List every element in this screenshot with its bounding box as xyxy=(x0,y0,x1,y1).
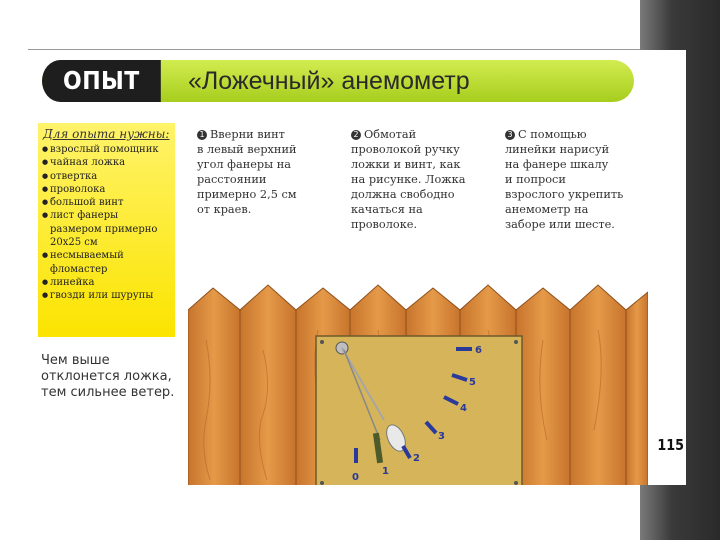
book-page xyxy=(38,50,686,485)
fence-illustration xyxy=(188,250,648,485)
step-3 xyxy=(505,127,660,232)
supplies-list xyxy=(38,143,175,303)
scale-label-5: 5 xyxy=(469,377,476,388)
page-number: 115 xyxy=(657,436,684,454)
supplies-heading: Для опыта нужны: xyxy=(43,127,170,141)
step-text-2: Обмотай проволокой ручку ложки и винт, как на рисунке. Ложка должна свободно качаться на проволоке. xyxy=(351,128,466,231)
supply-item: ● лист фанеры размером примерно 20x25 см xyxy=(42,209,171,249)
scale-label-6: 6 xyxy=(475,345,482,356)
scale-label-4: 4 xyxy=(460,403,467,414)
conclusion-note: Чем выше отклонется ложка, тем сильнее ветер. xyxy=(41,353,175,400)
supply-item: ● гвозди или шурупы xyxy=(42,289,171,302)
header-label: ОПЫТ xyxy=(42,60,161,102)
page-title: «Ложечный» анемометр xyxy=(188,67,470,95)
step-number-2: 2 xyxy=(351,130,361,140)
step-text-1: Вверни винт в левый верхний угол фанеры на расстоянии примерно 2,5 см от краев. xyxy=(197,128,297,216)
scale-label-3: 3 xyxy=(438,431,445,442)
step-number-1: 1 xyxy=(197,130,207,140)
step-text-3: С помощью линейки нарисуй на фанере шкалу и попроси взрослого укрепить анемометр на заборе или шесте. xyxy=(505,128,624,231)
supply-item: ● линейка xyxy=(42,276,171,289)
scale-label-1: 1 xyxy=(382,466,389,477)
step-number-3: 3 xyxy=(505,130,515,140)
supply-item: ● проволока xyxy=(42,183,171,196)
supply-item: ● большой винт xyxy=(42,196,171,209)
supply-item: ● чайная ложка xyxy=(42,156,171,169)
supply-item: ● отвертка xyxy=(42,170,171,183)
step-1 xyxy=(197,127,347,217)
supply-item: ● взрослый помощник xyxy=(42,143,171,156)
scale-label-2: 2 xyxy=(413,453,420,464)
scale-label-0: 0 xyxy=(352,472,359,483)
supply-item: ● несмываемый фломастер xyxy=(42,249,171,276)
step-2 xyxy=(351,127,501,232)
supplies-box xyxy=(38,123,175,337)
